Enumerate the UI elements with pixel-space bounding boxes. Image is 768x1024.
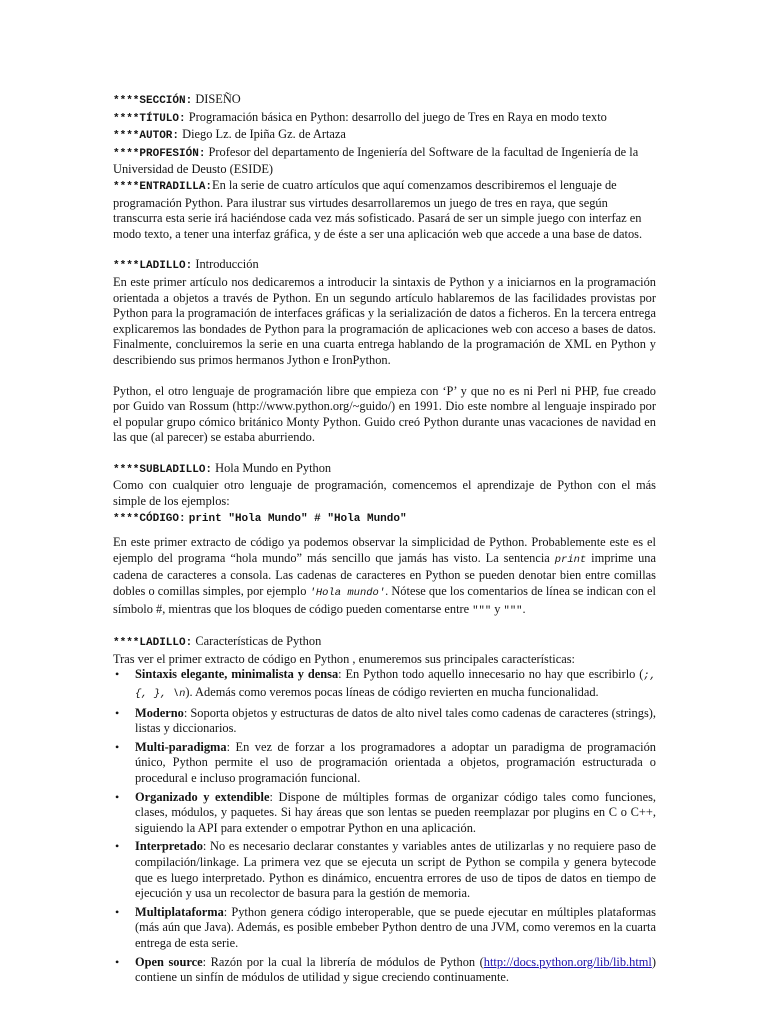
inline-code-hola: 'Hola mundo': [309, 587, 386, 600]
spacer: [113, 527, 656, 535]
entradilla-value: En la serie de cuatro artículos que aquí comenzamos describiremos el lenguaje de programación Python. Para ilustrar sus virtudes desarrollaremos un juego de tres en raya, que según transcurra esta serie irá haciéndose cada vez más sofisticado. Pasará de ser un simple juego con interfaz en modo texto, a tener una interfaz gráfica, y de éste a ser una aplicación web que accede a una base de datos.: [113, 177, 643, 241]
hola-text-a: En este primer extracto de código ya podemos observar la simplicidad de Python. Probablemente este es el ejemplo del programa “hola mundo” más sencillo que jamás has visto. La sentencia: [113, 535, 656, 565]
spacer: [113, 242, 656, 257]
list-item: [113, 667, 656, 702]
list-item: [113, 706, 656, 737]
profesion-label: ****PROFESIÓN:: [113, 147, 206, 160]
autor-label: ****AUTOR:: [113, 130, 180, 143]
titulo-value: Programación básica en Python: desarrollo del juego de Tres en Raya en modo texto: [188, 109, 607, 124]
python-docs-link[interactable]: http://docs.python.org/lib/lib.html: [483, 954, 652, 969]
feature-term: Multiplataforma: [135, 904, 224, 919]
spacer: [113, 446, 656, 461]
feature-text: : Razón por la cual la librería de módulos de Python (: [202, 954, 484, 969]
ladillo-title: Características de Python: [195, 634, 322, 649]
feature-text: : Soporta objetos y estructuras de datos de alto nivel tales como cadenas de caracteres (strings), listas y diccionarios.: [135, 705, 656, 736]
bullet-icon: •: [115, 904, 120, 919]
bullet-icon: •: [115, 954, 120, 969]
list-item: [113, 740, 656, 787]
features-list: [113, 667, 656, 985]
ladillo-title: Introducción: [195, 257, 259, 272]
hola-paragraph-1: Como con cualquier otro lenguaje de programación, comencemos el aprendizaje de Python con el más simple de los ejemplos:: [113, 478, 656, 509]
feature-term: Moderno: [135, 705, 184, 720]
seccion-label: ****SECCIÓN:: [113, 95, 193, 107]
spacer: [113, 369, 656, 384]
feature-text: ). Además como veremos pocas líneas de código revierten en mucha funcionalidad.: [185, 685, 599, 699]
ladillo-label: ****LADILLO:: [113, 637, 193, 650]
profesion-value: Profesor del departamento de Ingeniería del Software de la facultad de Ingeniería de la Universidad de Deusto (ESIDE): [113, 144, 639, 177]
spacer: [113, 619, 656, 634]
article-body: [113, 92, 656, 989]
inline-code-quotes-open: """: [472, 604, 492, 617]
feature-term: Open source: [135, 954, 203, 969]
feature-text: : Dispone de múltiples formas de organizar código tales como funciones, clases, módulos, y paquetes. Si hay áreas que son lentas se pueden reemplazar por plugins en C o C++, siguiendo la API para extender o empotrar Python en una aplicación.: [135, 789, 656, 835]
titulo-line: [113, 110, 656, 128]
inline-code-print: print: [554, 553, 587, 566]
ladillo-features-heading: [113, 634, 656, 652]
entradilla-label: ****ENTRADILLA:: [113, 180, 213, 193]
bullet-icon: •: [115, 839, 120, 854]
inline-code-quotes-close: """: [503, 604, 523, 617]
ladillo-label: ****LADILLO:: [113, 260, 193, 273]
hola-text-d: y: [491, 601, 504, 616]
feature-text: : En vez de forzar a los programadores a adoptar un paradigma de programación único, Python permite el uso de programación orientada a objetos, programación estructurada o procedural e incluso programación funcional.: [135, 739, 656, 785]
profesion-line: [113, 145, 656, 178]
intro-paragraph-2: Python, el otro lenguaje de programación libre que empieza con ‘P’ y que no es ni Perl ni PHP, fue creado por Guido van Rossum (http://www.python.org/~guido/) en 1991. Dio este nombre al lenguaje inspirado por el popular grupo cómico británico Monty Python. Guido creó Python durante unas vacaciones de navidad en las que (al parecer) se estaba aburriendo.: [113, 383, 656, 445]
subladillo-title: Hola Mundo en Python: [215, 460, 332, 475]
codigo-line: [113, 510, 656, 528]
seccion-value: DISEÑO: [195, 92, 241, 106]
hola-text-b: imprime una cadena de caracteres a consola. Las cadenas de caracteres en Python se pueden denotar bien entre comillas dobles o comillas simples, por ejemplo: [113, 550, 656, 599]
list-item: [113, 839, 656, 901]
features-intro: Tras ver el primer extracto de código en Python , enumeremos sus principales características:: [113, 651, 575, 666]
codigo-value: print "Hola Mundo" # "Hola Mundo": [188, 512, 407, 525]
feature-text: : No es necesario declarar constantes y variables antes de utilizarlas y no requiere paso de compilación/linkage. La primera vez que se ejecuta un script de Python se compila y genera bytecode que es luego interpretado. Python es dinámico, encuentra errores de uso de tipos de datos en tiempo de ejecución y usa un recolector de basura para la gestión de memoria.: [135, 839, 656, 901]
feature-term: Organizado y extendible: [135, 789, 270, 804]
entradilla-paragraph: [113, 178, 656, 242]
subladillo-heading: [113, 461, 656, 479]
list-item: [113, 955, 656, 986]
autor-value: Diego Lz. de Ipiña Gz. de Artaza: [182, 127, 346, 142]
feature-text: : En Python todo aquello innecesario no hay que escribirlo (: [338, 667, 644, 682]
list-item: [113, 905, 656, 952]
hola-text-c: . Nótese que los comentarios de línea se indican con el símbolo #, mientras que los bloques de código pueden comentarse entre: [113, 584, 656, 616]
bullet-icon: •: [115, 739, 120, 754]
seccion-line: [113, 92, 656, 110]
hola-text-e: .: [522, 601, 526, 616]
feature-term: Sintaxis elegante, minimalista y densa: [135, 667, 339, 682]
bullet-icon: •: [115, 705, 120, 720]
list-item: [113, 790, 656, 837]
feature-text: : Python genera código interoperable, que se puede ejecutar en múltiples plataformas (más aún que Java). Además, es posible embeber Python dentro de una JVM, como veremos en la cuarta entrega de esta serie.: [135, 904, 656, 950]
feature-text: ) contiene un sinfín de módulos de utilidad y sigue creciendo continuamente.: [135, 954, 656, 985]
bullet-icon: •: [115, 667, 120, 682]
ladillo-intro-heading: [113, 257, 656, 275]
intro-paragraph-1: En este primer artículo nos dedicaremos a introducir la sintaxis de Python y a iniciarnos en la programación orientada a objetos a través de Python. En un segundo artículo hablaremos de las facilidades provistas por Python para la programación de interfaces gráficas y la serialización de datos a ficheros. En la tercera entrega explicaremos las bondades de Python para la programación de aplicaciones web con acceso a bases de datos. Finalmente, concluiremos la serie en una cuarta entrega hablando de la programación de XML en Python y describiendo sus primos hermanos Jython e IronPython.: [113, 274, 656, 367]
hola-paragraph-2: [113, 535, 656, 619]
feature-term: Multi-paradigma: [135, 739, 227, 754]
codigo-label: ****CÓDIGO:: [113, 512, 186, 525]
titulo-label: ****TÍTULO:: [113, 112, 186, 125]
autor-line: [113, 127, 656, 145]
feature-term: Interpretado: [135, 839, 203, 854]
subladillo-label: ****SUBLADILLO:: [113, 463, 213, 476]
bullet-icon: •: [115, 789, 120, 804]
feature-inline-code: ;, {, }, \n: [135, 670, 656, 700]
